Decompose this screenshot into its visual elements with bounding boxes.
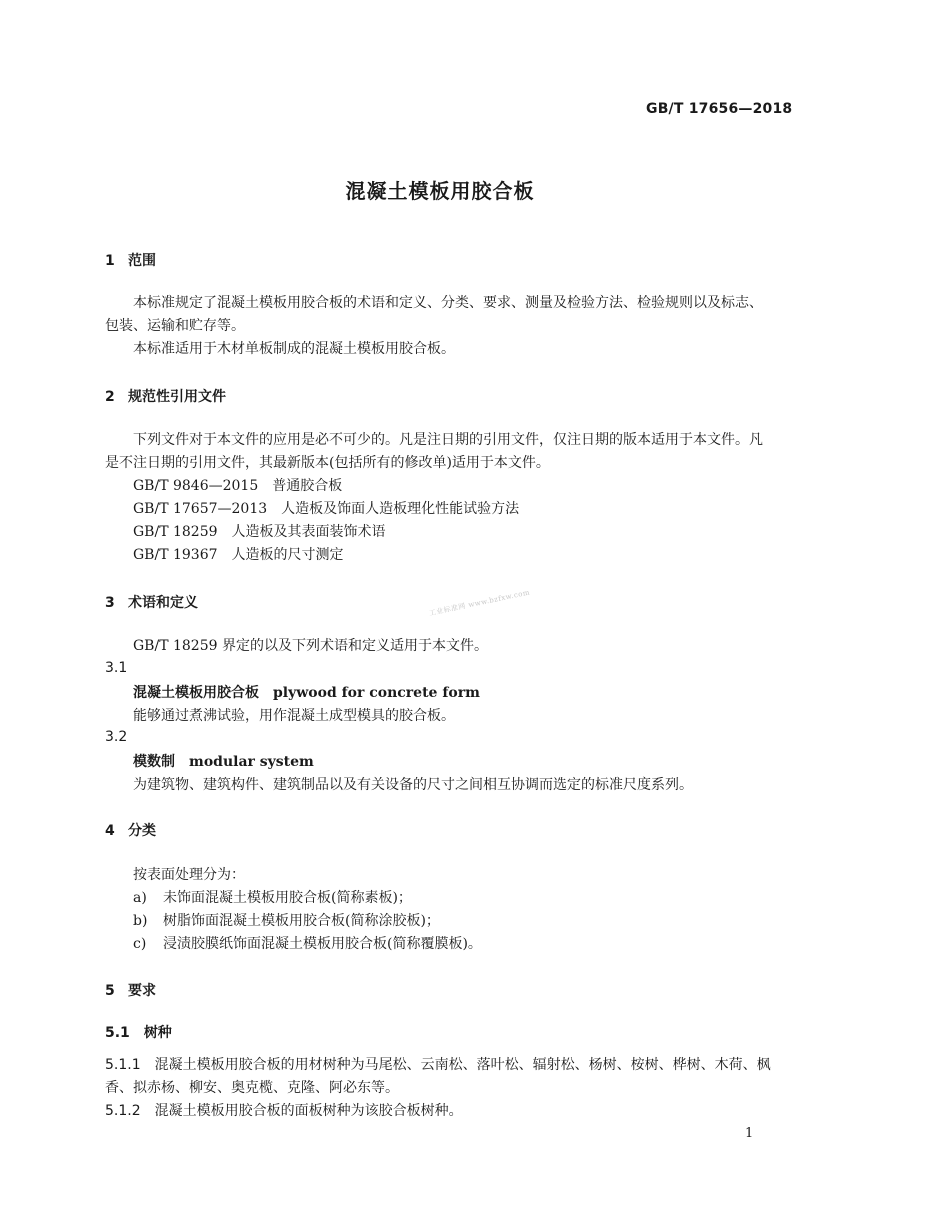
clause-text: 混凝土模板用胶合板的面板树种为该胶合板树种。 [154,1103,463,1119]
section-title: 范围 [128,253,156,269]
term-number: 3.1 [105,660,128,676]
clause-number: 5.1.1 [105,1057,141,1073]
reference-item [133,521,386,544]
list-item [133,933,482,956]
document-title: 混凝土模板用胶合板 [345,179,535,203]
page-number: 1 [745,1126,754,1141]
reference-title: 人造板的尺寸测定 [231,547,344,563]
section-1-heading [105,250,156,270]
reference-code: GB/T 19367 [133,547,218,563]
watermark: 工业标准网 www.bzfxw.com [428,588,531,618]
subsection-title: 树种 [143,1025,172,1041]
term-chinese: 模数制 [133,754,175,770]
list-text: 树脂饰面混凝土模板用胶合板(简称涂胶板)； [163,913,440,929]
section-title: 术语和定义 [128,595,198,611]
reference-item [133,498,519,521]
clause-5-1-2 [105,1100,463,1123]
list-label: a) [133,890,147,906]
term-definition: 能够通过煮沸试验，用作混凝土成型模具的胶合板。 [133,708,455,724]
reference-item [133,475,342,498]
section-number: 3 [105,595,115,611]
list-label: b) [133,913,148,929]
list-text: 未饰面混凝土模板用胶合板(简称素板)； [163,890,412,906]
list-item [133,887,412,910]
clause-text: 混凝土模板用胶合板的用材树种为马尾松、云南松、落叶松、辐射松、杨树、桉树、桦树、木荷、枫香、拟赤杨、柳安、奥克榄、克隆、阿必东等。 [105,1057,771,1096]
reference-title: 人造板及饰面人造板理化性能试验方法 [281,501,520,517]
scope-paragraph-2: 本标准适用于木材单板制成的混凝土模板用胶合板。 [133,341,455,357]
scope-paragraph-1: 本标准规定了混凝土模板用胶合板的术语和定义、分类、要求、测量及检验方法、检验规则以及标志、包装、运输和贮存等。 [105,295,763,334]
references-intro: 下列文件对于本文件的应用是必不可少的。凡是注日期的引用文件，仅注日期的版本适用于本文件。凡是不注日期的引用文件，其最新版本(包括所有的修改单)适用于本文件。 [105,432,763,471]
section-number: 2 [105,389,115,405]
subsection-number: 5.1 [105,1025,130,1041]
section-number: 5 [105,983,115,999]
section-number: 1 [105,253,115,269]
section-5-heading [105,980,156,1000]
term-number: 3.2 [105,729,128,745]
reference-code: GB/T 18259 [133,524,218,540]
standard-number: GB/T 17656—2018 [646,101,793,117]
term-chinese: 混凝土模板用胶合板 [133,685,259,701]
reference-title: 普通胶合板 [272,478,343,494]
reference-title: 人造板及其表面装饰术语 [231,524,386,540]
clause-number: 5.1.2 [105,1103,141,1119]
term-entry [133,751,314,774]
term-entry [133,682,480,705]
term-definition: 为建筑物、建筑构件、建筑制品以及有关设备的尺寸之间相互协调而选定的标准尺度系列。 [133,777,693,793]
section-title: 分类 [128,823,156,839]
list-item [133,910,440,933]
section-3-heading [105,592,198,612]
section-number: 4 [105,823,115,839]
term-english: plywood for concrete form [273,685,480,701]
section-2-heading [105,386,226,406]
list-label: c) [133,936,147,952]
reference-code: GB/T 9846—2015 [133,478,259,494]
clause-5-1-1 [105,1054,775,1100]
section-title: 要求 [128,983,156,999]
list-text: 浸渍胶膜纸饰面混凝土模板用胶合板(简称覆膜板)。 [163,936,482,952]
reference-item [133,544,344,567]
classification-intro: 按表面处理分为： [133,867,245,883]
terms-intro: GB/T 18259 界定的以及下列术语和定义适用于本文件。 [133,638,488,654]
reference-code: GB/T 17657—2013 [133,501,268,517]
term-english: modular system [189,754,314,770]
subsection-5-1-heading [105,1022,172,1042]
section-4-heading [105,820,156,840]
section-title: 规范性引用文件 [128,389,226,405]
